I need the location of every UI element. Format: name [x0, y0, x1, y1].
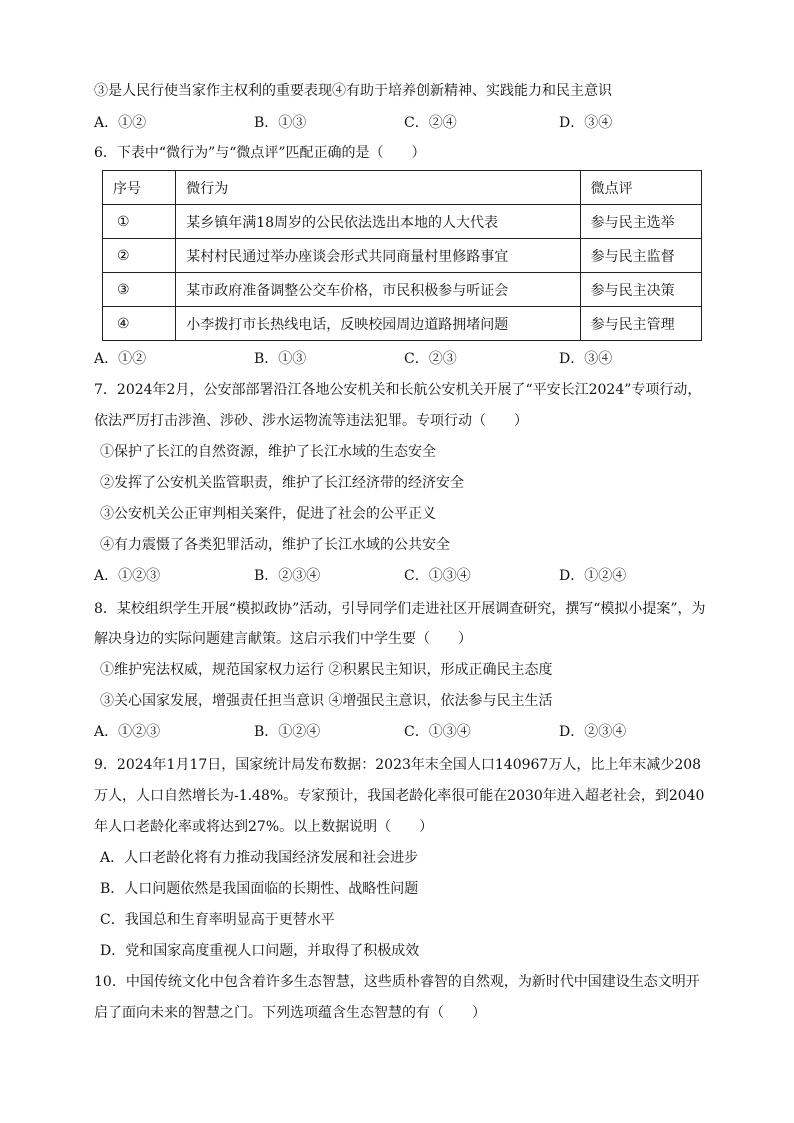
q8-option-a[interactable]: A．①②③: [94, 724, 161, 740]
q10-stem-line2: 启了面向未来的智慧之门。下列选项蕴含生态智慧的有（ ）: [94, 1005, 486, 1021]
q9-option-d[interactable]: D．党和国家高度重视人口问题，并取得了积极成效: [100, 943, 420, 959]
q5-option-c[interactable]: C．②④: [404, 115, 457, 131]
table-cell: 参与民主选举: [580, 205, 701, 239]
table-cell: 参与民主监督: [580, 239, 701, 273]
table-cell: ③: [103, 273, 176, 307]
q6-stem: 6．下表中“微行为”与“微点评”匹配正确的是（ ）: [94, 145, 426, 161]
q7-statement-1: ①保护了长江的自然资源，维护了长江水域的生态安全: [100, 444, 436, 460]
q7-stem-line2: 依法严厉打击涉渔、涉砂、涉水运物流等违法犯罪。专项行动（ ）: [94, 413, 528, 429]
q8-statements-3-4: ③关心国家发展，增强责任担当意识 ④增强民主意识，依法参与民主生活: [100, 693, 553, 709]
table-cell: ④: [103, 307, 176, 341]
q7-options: [94, 566, 714, 586]
table-row: [103, 239, 702, 273]
table-header-cell: 序号: [103, 171, 176, 205]
q6-option-c[interactable]: C．②③: [404, 351, 457, 367]
q6-option-a[interactable]: A．①②: [94, 351, 147, 367]
table-row: [103, 307, 702, 341]
q7-option-d[interactable]: D．①②④: [559, 568, 627, 584]
q7-option-b[interactable]: B．②③④: [254, 568, 321, 584]
q9-stem-line3: 年人口老龄化率或将达到27%。以上数据说明（ ）: [94, 819, 434, 835]
table-header-cell: 微行为: [176, 171, 580, 205]
q8-stem-line1: 8．某校组织学生开展“模拟政协”活动，引导同学们走进社区开展调查研究，撰写“模拟小提案”，为: [94, 601, 706, 617]
q7-option-a[interactable]: A．①②③: [94, 568, 161, 584]
table-row: [103, 273, 702, 307]
q9-stem-line2: 万人，人口自然增长为-1.48%。专家预计，我国老龄化率很可能在2030年进入超老社会，到2040: [94, 788, 705, 804]
q7-stem-line1: 7．2024年2月，公安部部署沿江各地公安机关和长航公安机关开展了“平安长江2024”专项行动，: [94, 382, 702, 398]
table-cell: 某市政府准备调整公交车价格，市民积极参与听证会: [176, 273, 580, 307]
q9-option-b[interactable]: B．人口问题依然是我国面临的长期性、战略性问题: [100, 881, 419, 897]
table-cell: 小李拨打市长热线电话，反映校园周边道路拥堵问题: [176, 307, 580, 341]
table-header-row: [103, 171, 702, 205]
q8-statements-1-2: ①维护宪法权威，规范国家权力运行 ②积累民主知识，形成正确民主态度: [100, 662, 553, 678]
table-cell: ①: [103, 205, 176, 239]
table-cell: 参与民主决策: [580, 273, 701, 307]
q8-options: [94, 722, 714, 742]
q6-option-d[interactable]: D．③④: [559, 351, 613, 367]
table-cell: 某村村民通过举办座谈会形式共同商量村里修路事宜: [176, 239, 580, 273]
q7-statement-3: ③公安机关公正审判相关案件，促进了社会的公平正义: [100, 506, 436, 522]
q5-option-a[interactable]: A．①②: [94, 115, 147, 131]
q6-options: [94, 349, 714, 369]
q8-option-d[interactable]: D．②③④: [559, 724, 627, 740]
table-cell: 某乡镇年满18周岁的公民依法选出本地的人大代表: [176, 205, 580, 239]
q9-option-a[interactable]: A．人口老龄化将有力推动我国经济发展和社会进步: [100, 850, 419, 866]
table-cell: ②: [103, 239, 176, 273]
q7-statement-4: ④有力震慑了各类犯罪活动，维护了长江水域的公共安全: [100, 537, 450, 553]
table-header-cell: 微点评: [580, 171, 701, 205]
q5-options: [94, 113, 714, 133]
q8-stem-line2: 解决身边的实际问题建言献策。这启示我们中学生要（ ）: [94, 631, 472, 647]
q5-option-d[interactable]: D．③④: [559, 115, 613, 131]
q7-statement-2: ②发挥了公安机关监管职责，维护了长江经济带的经济安全: [100, 475, 464, 491]
q6-table: [102, 170, 702, 341]
q9-option-c[interactable]: C．我国总和生育率明显高于更替水平: [100, 912, 335, 928]
q8-option-b[interactable]: B．①②④: [254, 724, 321, 740]
q5-statements-3-4: ③是人民行使当家作主权利的重要表现④有助于培养创新精神、实践能力和民主意识: [94, 83, 612, 99]
table-cell: 参与民主管理: [580, 307, 701, 341]
q7-option-c[interactable]: C．①③④: [404, 568, 471, 584]
q5-option-b[interactable]: B．①③: [254, 115, 307, 131]
q6-option-b[interactable]: B．①③: [254, 351, 307, 367]
q9-stem-line1: 9．2024年1月17日，国家统计局发布数据：2023年末全国人口140967万人，比上年末减少208: [94, 757, 702, 773]
q8-option-c[interactable]: C．①③④: [404, 724, 471, 740]
table-row: [103, 205, 702, 239]
q10-stem-line1: 10．中国传统文化中包含着许多生态智慧，这些质朴睿智的自然观，为新时代中国建设生态文明开: [94, 974, 700, 990]
